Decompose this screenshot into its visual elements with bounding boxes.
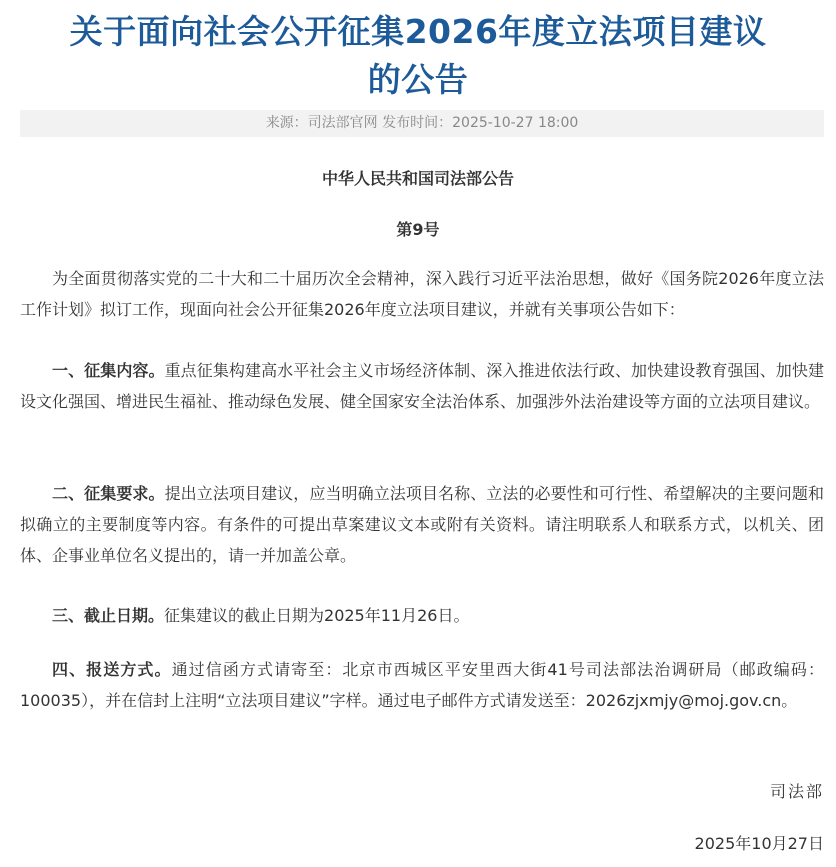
section-content bbox=[20, 355, 824, 417]
issuer-heading: 中华人民共和国司法部公告 bbox=[321, 169, 514, 188]
title-line-1: 关于面向社会公开征集2026年度立法项目建议 bbox=[69, 12, 767, 51]
section-heading: 四、报送方式。 bbox=[52, 660, 172, 679]
section-submission bbox=[20, 654, 824, 716]
signature: 司法部 bbox=[769, 782, 824, 801]
section-heading: 二、征集要求。 bbox=[52, 484, 165, 503]
title-line-2: 的公告 bbox=[367, 60, 469, 99]
signature-date: 2025年10月27日 bbox=[694, 834, 824, 853]
section-deadline bbox=[20, 600, 824, 631]
section-text: 通过信函方式请寄至：北京市西城区平安里西大街41号司法部法治调研局（邮政编码：100035），并在信封上注明“立法项目建议”字样。通过电子邮件方式请发送至：2026zjxmjy@moj.gov.cn。 bbox=[20, 660, 824, 710]
section-heading: 三、截止日期。 bbox=[52, 606, 165, 625]
intro-paragraph: 为全面贯彻落实党的二十大和二十届历次全会精神，深入践行习近平法治思想，做好《国务院2026年度立法工作计划》拟订工作，现面向社会公开征集2026年度立法项目建议，并就有关事项公告如下： bbox=[20, 269, 824, 319]
page-title bbox=[0, 0, 836, 104]
section-requirements bbox=[20, 478, 824, 571]
section-text: 提出立法项目建议，应当明确立法项目名称、立法的必要性和可行性、希望解决的主要问题和拟确立的主要制度等内容。有条件的可提出草案建议文本或附有关资料。请注明联系人和联系方式，以机关、团体、企事业单位名义提出的，请一并加盖公章。 bbox=[20, 484, 824, 565]
announcement-number: 第9号 bbox=[396, 220, 440, 239]
article-meta: 来源：司法部官网 发布时间：2025-10-27 18:00 bbox=[20, 110, 824, 137]
section-text: 征集建议的截止日期为2025年11月26日。 bbox=[164, 606, 470, 625]
section-text: 重点征集构建高水平社会主义市场经济体制、深入推进依法行政、加快建设教育强国、加快建设文化强国、增进民生福祉、推动绿色发展、健全国家安全法治体系、加强涉外法治建设等方面的立法项目建议。 bbox=[20, 361, 824, 411]
section-heading: 一、征集内容。 bbox=[52, 361, 165, 380]
